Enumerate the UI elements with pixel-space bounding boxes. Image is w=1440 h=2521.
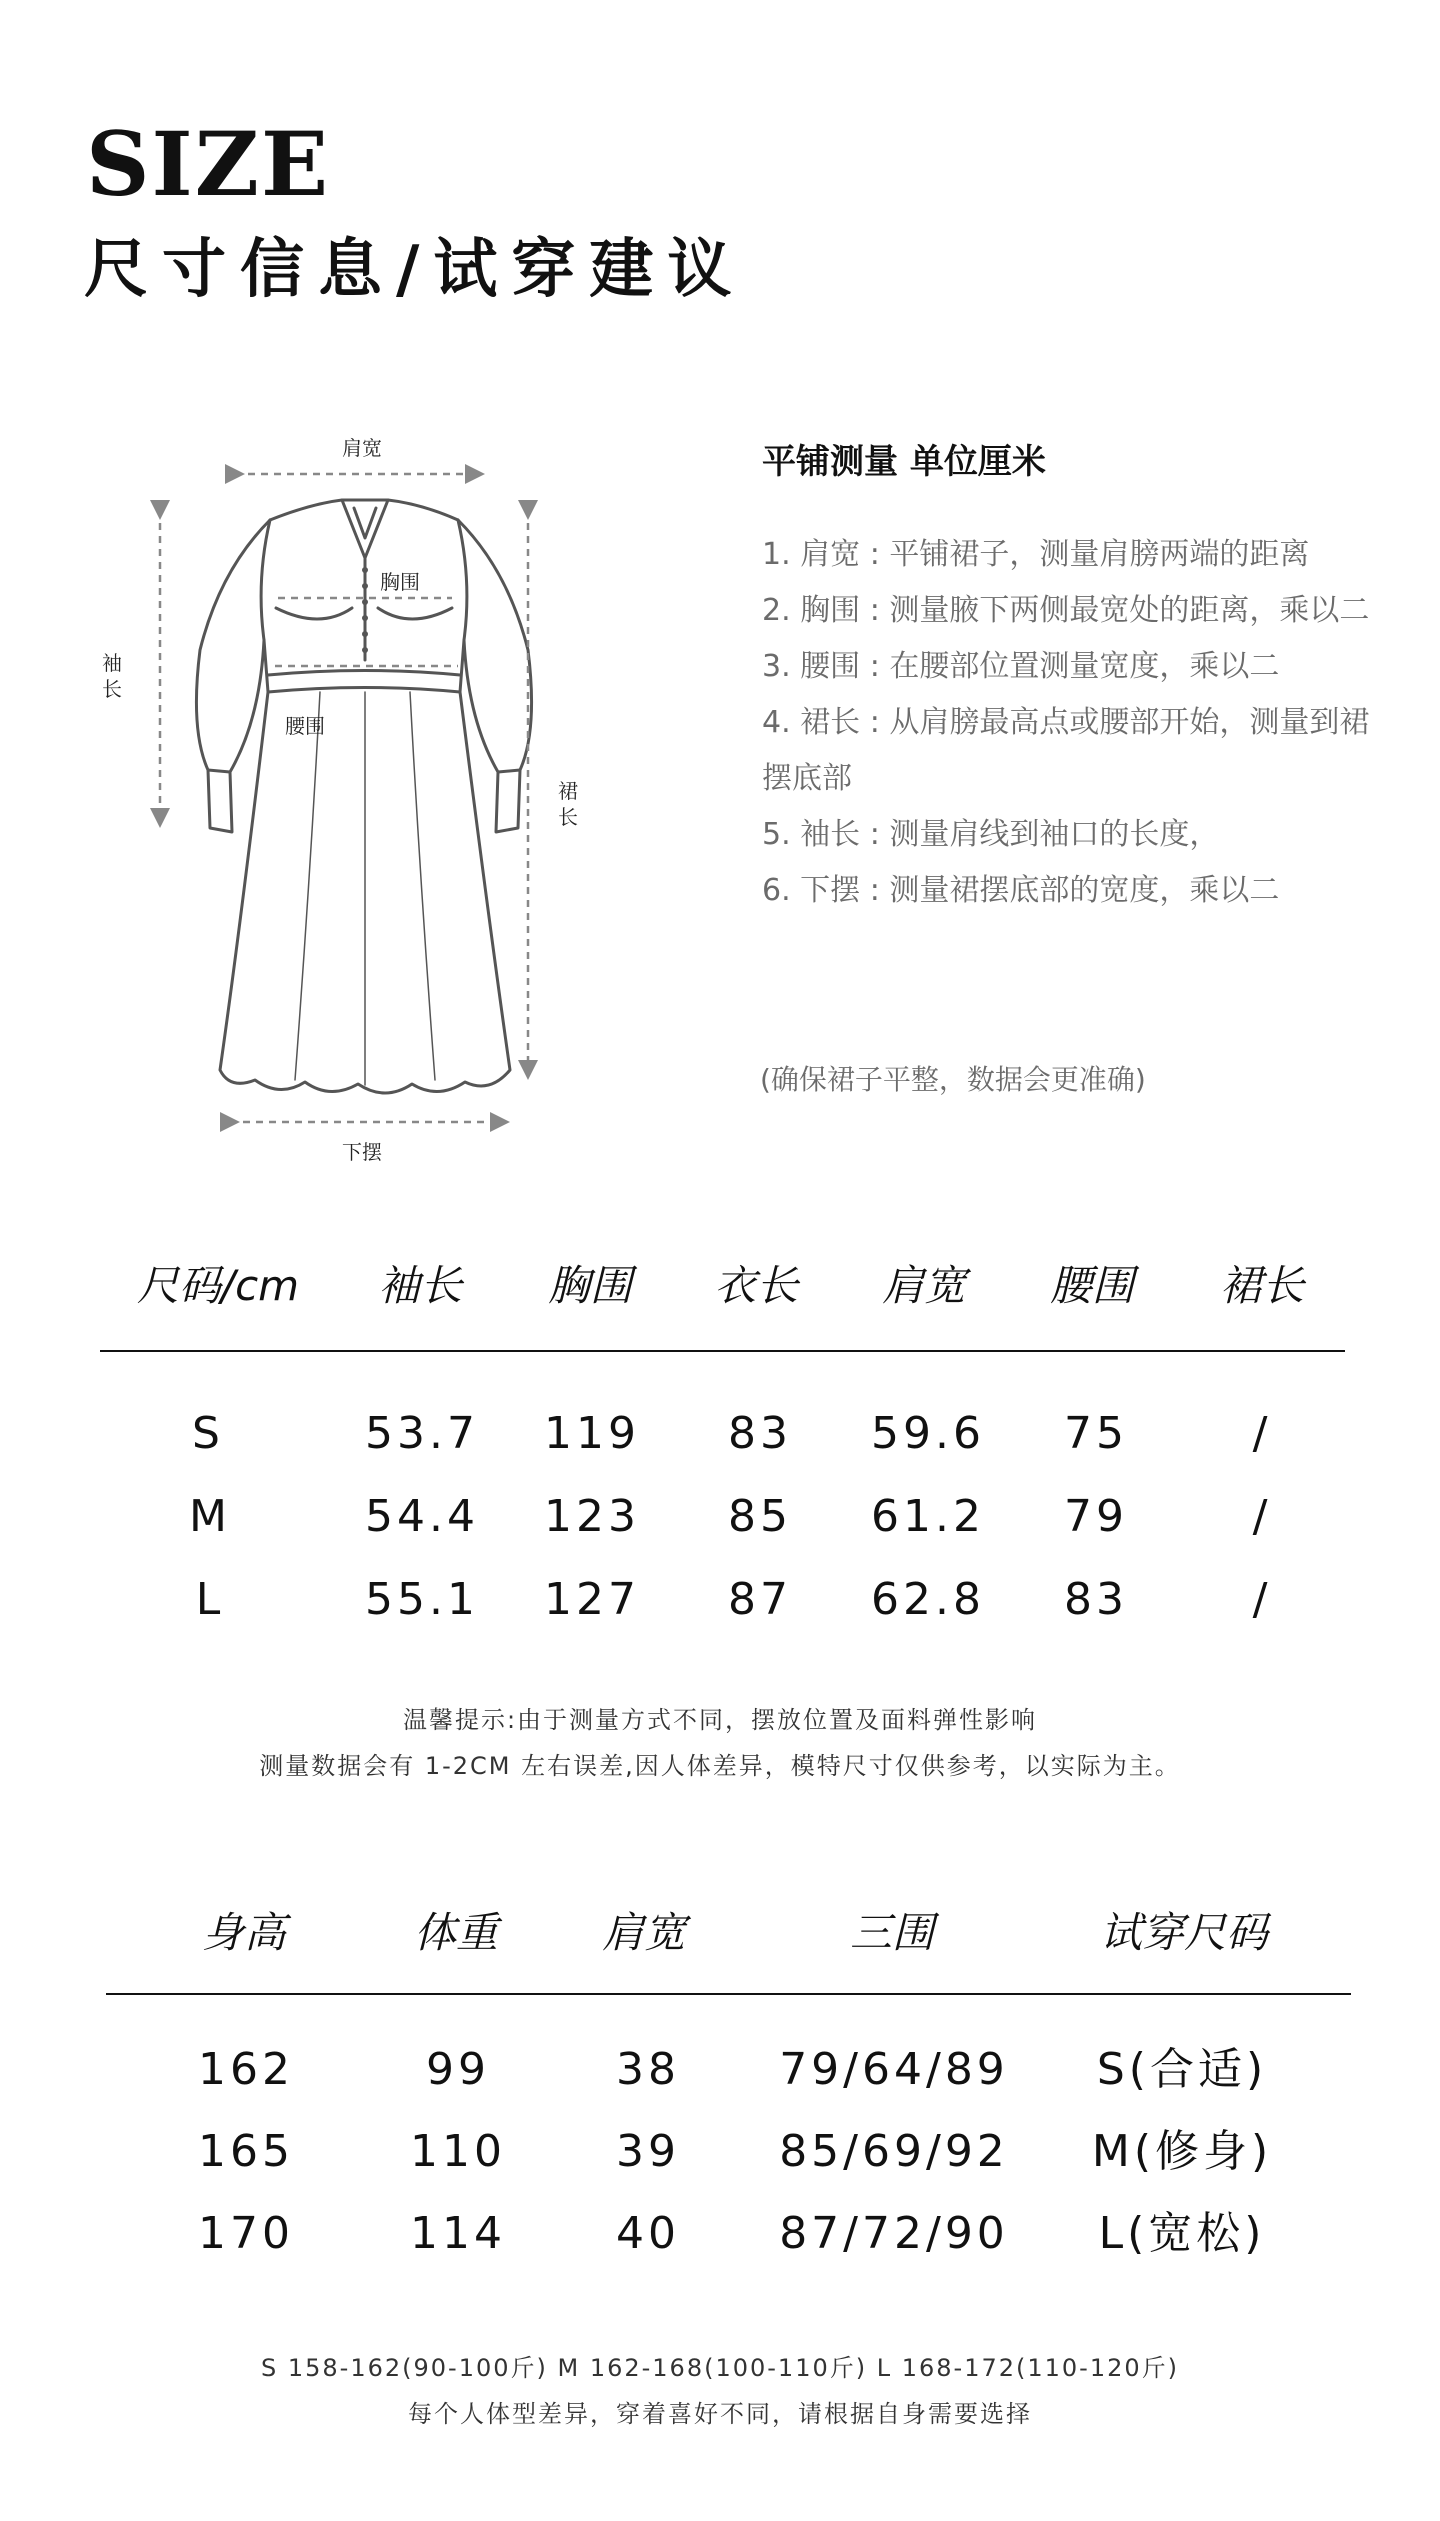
measure-title: 平铺测量 单位厘米	[762, 442, 1046, 482]
table-cell: M(修身)	[1091, 2126, 1273, 2177]
table-cell: 85	[728, 1491, 792, 1542]
size-table-header: 肩宽	[881, 1261, 967, 1310]
table-cell: 61.2	[871, 1491, 985, 1542]
fit-table-header: 试穿尺码	[1099, 1908, 1269, 1957]
fit-footer-line1: S 158-162(90-100斤) M 162-168(100-110斤) L 168-172(110-120斤)	[260, 2354, 1180, 2382]
measure-item: 1. 肩宽 : 平铺裙子，测量肩膀两端的距离	[762, 537, 1310, 572]
fit-table-header: 身高	[201, 1908, 287, 1957]
label-hem: 下摆	[342, 1140, 382, 1164]
table-cell: /	[1252, 1574, 1272, 1625]
table-cell: 99	[426, 2044, 490, 2095]
table-cell: 39	[616, 2126, 680, 2177]
fit-table-divider	[106, 1993, 1351, 1995]
size-table-header: 裙长	[1219, 1261, 1305, 1310]
table-cell: 110	[410, 2126, 506, 2177]
table-cell: S	[192, 1408, 224, 1459]
size-table-header: 胸围	[547, 1261, 633, 1310]
table-cell: 165	[198, 2126, 294, 2177]
size-hint-line1: 温馨提示:由于测量方式不同，摆放位置及面料弹性影响	[402, 1706, 1038, 1734]
size-hint-line2: 测量数据会有 1-2CM 左右误差,因人体差异，模特尺寸仅供参考，以实际为主。	[259, 1752, 1181, 1780]
size-table-header: 腰围	[1049, 1261, 1135, 1310]
table-cell: 87	[728, 1574, 792, 1625]
measure-list	[762, 527, 1372, 919]
measure-item: 4. 裙长 : 从肩膀最高点或腰部开始，测量到裙摆底部	[762, 705, 1370, 796]
table-cell: 62.8	[871, 1574, 985, 1625]
table-cell: 87/72/90	[779, 2208, 1009, 2259]
table-cell: 114	[410, 2208, 506, 2259]
label-sleeve: 袖长	[102, 651, 122, 701]
table-cell: S(合适)	[1096, 2044, 1268, 2095]
table-cell: 83	[1064, 1574, 1128, 1625]
label-shoulder: 肩宽	[342, 436, 382, 460]
measure-item: 2. 胸围 : 测量腋下两侧最宽处的距离，乘以二	[762, 593, 1370, 628]
size-table-header: 袖长	[377, 1261, 463, 1310]
size-table-header: 衣长	[713, 1261, 799, 1310]
dress-illustration	[80, 430, 640, 1170]
table-cell: 170	[198, 2208, 294, 2259]
table-cell: 55.1	[365, 1574, 479, 1625]
size-table-divider	[100, 1350, 1345, 1352]
size-table-header: 尺码/cm	[136, 1261, 300, 1310]
table-cell: 127	[544, 1574, 640, 1625]
table-cell: 75	[1064, 1408, 1128, 1459]
table-cell: 162	[198, 2044, 294, 2095]
measure-item: 5. 袖长 : 测量肩线到袖口的长度，	[762, 817, 1220, 852]
table-cell: 53.7	[365, 1408, 479, 1459]
page-title: 尺寸信息/试穿建议	[84, 233, 746, 307]
label-waist: 腰围	[285, 714, 325, 738]
table-cell: /	[1252, 1408, 1272, 1459]
table-cell: 83	[728, 1408, 792, 1459]
size-heading: SIZE	[86, 112, 331, 216]
dress-diagram	[80, 430, 640, 1170]
measure-item: 3. 腰围 : 在腰部位置测量宽度，乘以二	[762, 649, 1280, 684]
table-cell: L	[195, 1574, 225, 1625]
label-chest: 胸围	[380, 570, 420, 594]
fit-table-header: 体重	[413, 1908, 499, 1957]
table-cell: 85/69/92	[779, 2126, 1009, 2177]
table-cell: /	[1252, 1491, 1272, 1542]
measure-note: (确保裙子平整，数据会更准确)	[760, 1063, 1146, 1096]
table-cell: 119	[544, 1408, 640, 1459]
table-cell: M	[189, 1491, 231, 1542]
table-cell: 59.6	[871, 1408, 985, 1459]
table-cell: 38	[616, 2044, 680, 2095]
table-cell: 40	[616, 2208, 680, 2259]
label-skirt: 裙长	[558, 779, 578, 829]
fit-table-header: 三围	[849, 1908, 935, 1957]
table-cell: 79/64/89	[779, 2044, 1009, 2095]
table-cell: L(宽松)	[1098, 2208, 1266, 2259]
table-cell: 123	[544, 1491, 640, 1542]
measure-item: 6. 下摆 : 测量裙摆底部的宽度，乘以二	[762, 873, 1280, 908]
fit-table-header: 肩宽	[601, 1908, 687, 1957]
table-cell: 79	[1064, 1491, 1128, 1542]
fit-footer-line2: 每个人体型差异，穿着喜好不同，请根据自身需要选择	[408, 2400, 1032, 2428]
table-cell: 54.4	[365, 1491, 479, 1542]
